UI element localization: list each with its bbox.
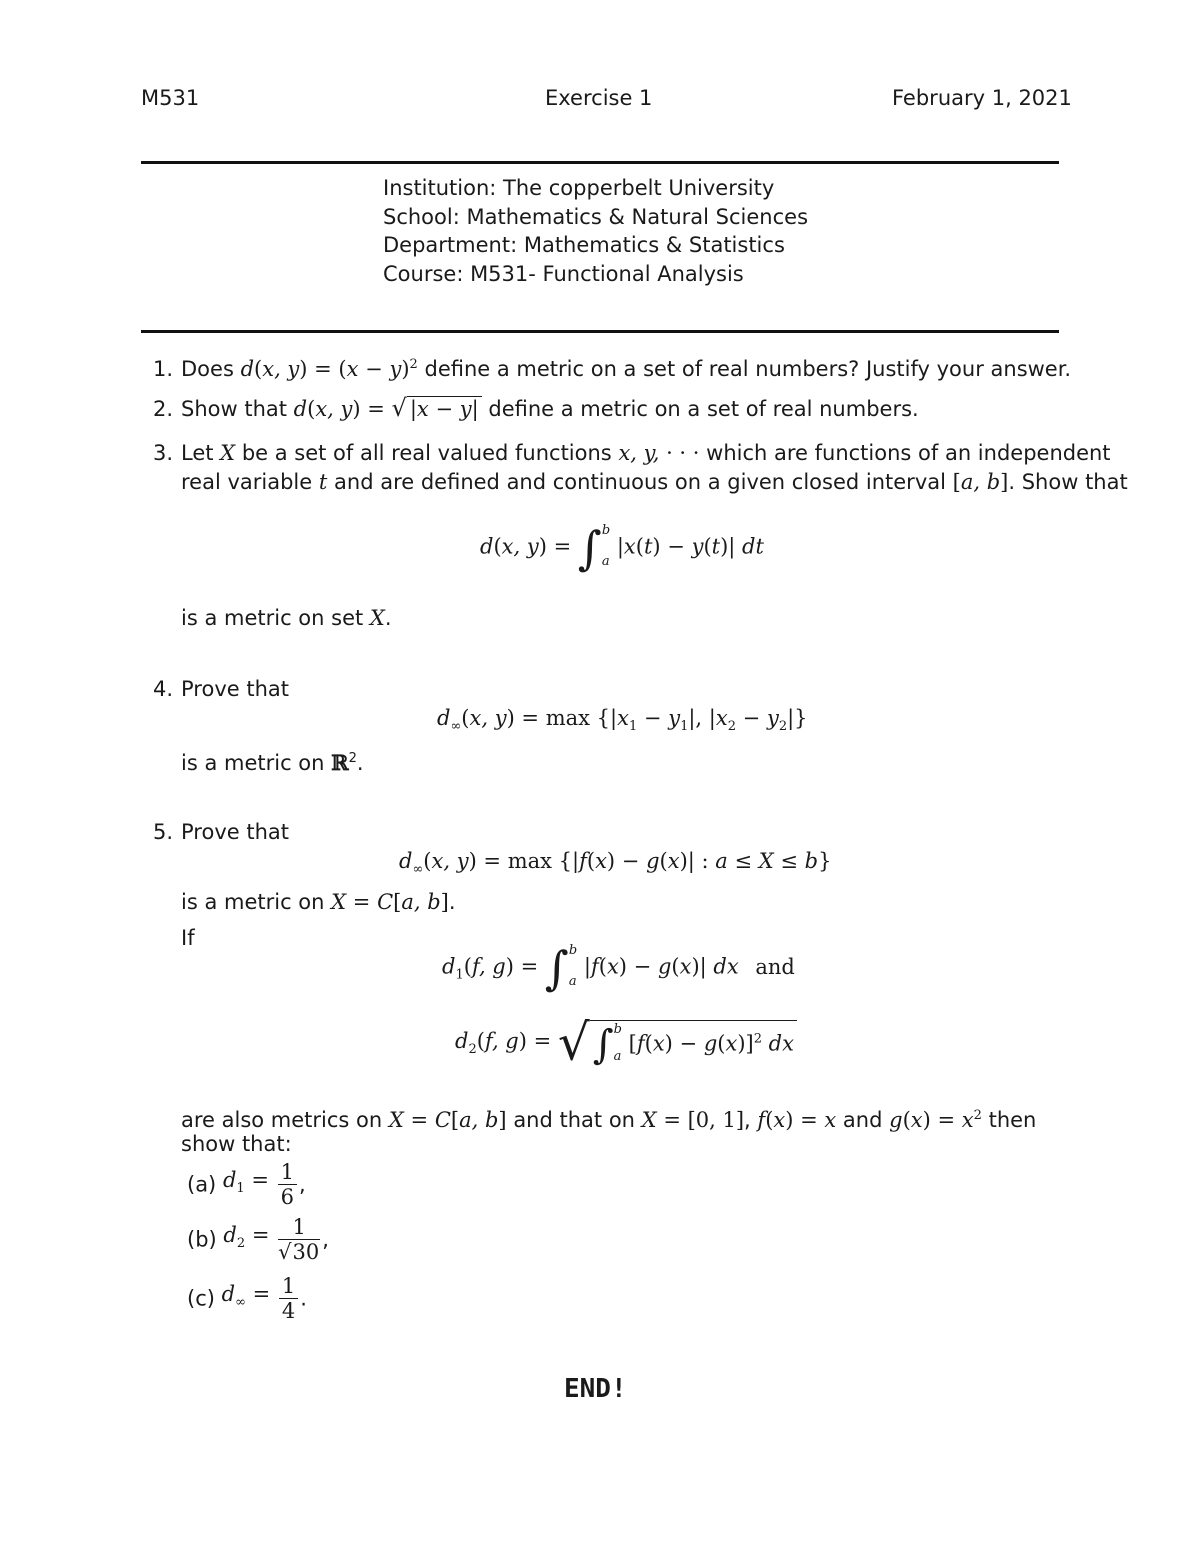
q5-after: is a metric on X = C[a, b]. [181, 890, 456, 914]
question-2 [133, 394, 919, 423]
q3-text-d: real variable [181, 470, 313, 494]
header-date: February 1, 2021 [892, 86, 1072, 110]
course-line: Course: M531- Functional Analysis [383, 262, 744, 286]
q4-after-text: is a metric on [181, 751, 325, 775]
q3-text-c: which are functions of an independent [706, 441, 1111, 465]
header-course-code: M531 [141, 86, 200, 110]
q5-d2-formula: $d_2(f$, g) = √∫ b a $[f(x) - g(x)]^2$ dx [455, 1020, 797, 1065]
q1-pre: Does [181, 357, 234, 381]
header-title: Exercise 1 [545, 86, 653, 110]
q2-formula: d(x, y) = √ |x − y| [294, 397, 482, 421]
q3-integral-formula: d(x, y) = ∫ b a |x(t) − y(t)| dt [480, 521, 764, 575]
q5-pre: Prove that [181, 820, 289, 844]
q2-post: define a metric on a set of real numbers. [488, 397, 919, 421]
q1-post: define a metric on a set of real numbers? Justify your answer. [424, 357, 1072, 381]
q5-after-text: is a metric on [181, 890, 325, 914]
question-5 [133, 818, 289, 846]
q3-text-f: . Show that [1008, 470, 1128, 494]
end-marker: END! [564, 1374, 627, 1404]
q5-also-line: are also metrics on X = C[a, b] and that on X = [0, 1], f(x) = x and $g(x) = x^2$ then [181, 1108, 1037, 1132]
q5-if: If [181, 926, 195, 950]
question-3-line-1: 3. Let X be a set of all real valued functions x, y, · · · which are functions of an independent [133, 439, 1111, 467]
q4-after: is a metric on ℝ$^2$. [181, 750, 364, 775]
q5-also-text-3: and [842, 1108, 883, 1132]
question-4 [133, 675, 289, 703]
question-number: 4. [152, 677, 173, 701]
q5-part-b: (b) $d_2$ = $\frac{1}{√30}$ , [187, 1215, 329, 1264]
question-number: 3. [152, 441, 173, 465]
q2-pre: Show that [181, 397, 287, 421]
q3-after: is a metric on set X. [181, 606, 392, 630]
part-label: (c) [187, 1286, 215, 1311]
q5-also-text-4: then [988, 1108, 1037, 1132]
question-number: 2. [152, 397, 173, 421]
q5-and: and [755, 954, 795, 979]
q5-also-text-1: are also metrics on [181, 1108, 383, 1132]
part-label: (b) [187, 1227, 217, 1252]
department-line: Department: Mathematics & Statistics [383, 233, 785, 257]
q5-sup-formula: $d_\infty(x$, y) = max {|f(x) − g(x)| : a ≤ X ≤ b} [399, 849, 832, 878]
q5-also-text-2: and that on [513, 1108, 635, 1132]
school-line: School: Mathematics & Natural Sciences [383, 205, 809, 229]
q3-after-text: is a metric on set [181, 606, 364, 630]
q3-text-a: Let [181, 441, 214, 465]
q5-part-a: (a) $d_1$ = $\frac{1}{6}$ , [187, 1160, 306, 1209]
q4-formula: $d_\infty(x$, $y) = \max \{|x_1 - y_1|$, $|x_2 - y_2|$} [437, 706, 808, 735]
question-1 [133, 351, 1071, 383]
q3-text-b: be a set of all real valued functions [241, 441, 612, 465]
q5-show-that: show that: [181, 1132, 292, 1156]
question-number: 1. [152, 357, 173, 381]
part-label: (a) [187, 1172, 217, 1197]
question-number: 5. [152, 820, 173, 844]
q3-text-e: and are defined and continuous on a given closed interval [334, 470, 946, 494]
q5-part-c: (c) $d_\infty$ = $\frac{1}{4}$ . [187, 1274, 307, 1323]
q1-formula: d(x, $y) = (x - y)^2$ [240, 357, 418, 381]
bottom-rule [141, 330, 1059, 333]
q5-d1-formula: $d_1(f$, g) = ∫ b a |f(x) − g(x)| dx and [442, 941, 795, 995]
question-3-line-2: real variable t and are defined and continuous on a given closed interval [a, b]. Show that [181, 470, 1128, 494]
q4-pre: Prove that [181, 677, 289, 701]
top-rule [141, 161, 1059, 164]
institution-line: Institution: The copperbelt University [383, 176, 775, 200]
